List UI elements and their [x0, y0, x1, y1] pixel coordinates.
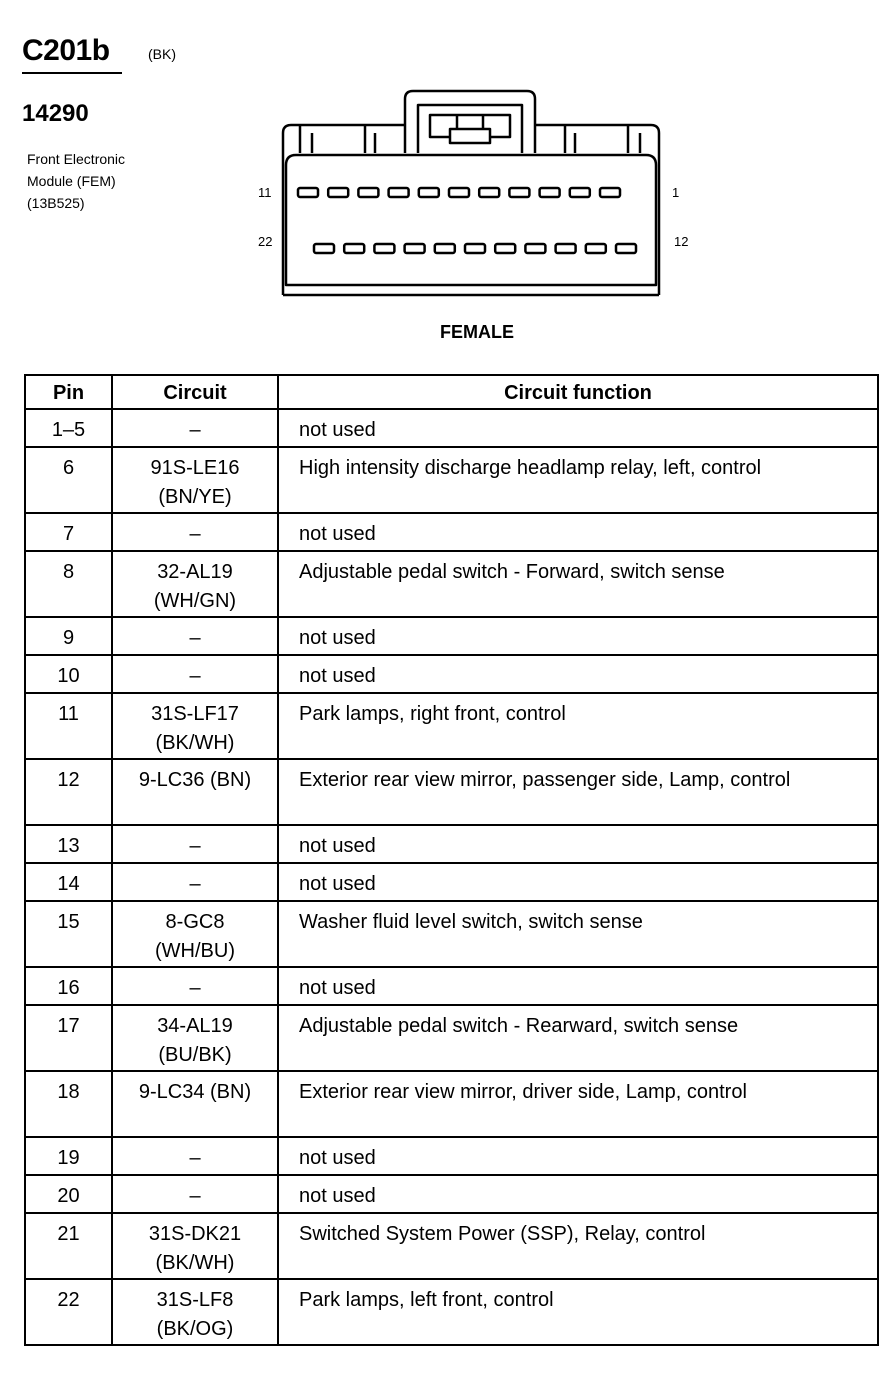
- pin-table: [24, 374, 879, 1346]
- cell-circuit: [112, 1279, 278, 1345]
- pin-cavity: [556, 244, 576, 253]
- cell-pin: 13: [25, 825, 112, 863]
- cell-circuit: [112, 447, 278, 513]
- cell-circuit: [112, 513, 278, 551]
- cell-pin: 14: [25, 863, 112, 901]
- cell-circuit: [112, 1137, 278, 1175]
- pin-cavity: [405, 244, 425, 253]
- cell-circuit-function: not used: [278, 655, 878, 693]
- cell-circuit: [112, 759, 278, 825]
- cell-circuit: [112, 901, 278, 967]
- cell-circuit-function: not used: [278, 409, 878, 447]
- module-desc-line: (13B525): [27, 195, 85, 211]
- pin-cavity: [419, 188, 439, 197]
- pin-cavity: [328, 188, 348, 197]
- cell-circuit: [112, 1005, 278, 1071]
- pin-cavity: [358, 188, 378, 197]
- cell-circuit: [112, 825, 278, 863]
- cell-circuit-function: not used: [278, 617, 878, 655]
- pin-cavity: [570, 188, 590, 197]
- header-pin: Pin: [25, 375, 112, 409]
- table-row: [25, 1137, 878, 1175]
- module-desc-line: Front Electronic: [27, 151, 126, 167]
- pin-cavity: [298, 188, 318, 197]
- cell-circuit-function: Exterior rear view mirror, passenger side, Lamp, control: [278, 759, 878, 825]
- cell-pin: 17: [25, 1005, 112, 1071]
- header-circuit: Circuit: [112, 375, 278, 409]
- circuit-line: 31S-LF17: [151, 703, 239, 725]
- pin-cavity: [344, 244, 364, 253]
- pin-cavity: [389, 188, 409, 197]
- cell-pin: 10: [25, 655, 112, 693]
- cell-pin: 22: [25, 1279, 112, 1345]
- circuit-line: –: [189, 977, 201, 999]
- cell-circuit-function: Adjustable pedal switch - Rearward, switch sense: [278, 1005, 878, 1071]
- cell-circuit-function: Park lamps, right front, control: [278, 693, 878, 759]
- cell-pin: 11: [25, 693, 112, 759]
- header-circuit-function: Circuit function: [278, 375, 878, 409]
- cell-pin: 21: [25, 1213, 112, 1279]
- cell-circuit-function: Washer fluid level switch, switch sense: [278, 901, 878, 967]
- cell-circuit-function: not used: [278, 967, 878, 1005]
- cell-circuit: [112, 409, 278, 447]
- pin-label-bottom-left: 22: [258, 234, 273, 249]
- cell-circuit: [112, 1175, 278, 1213]
- module-description: [27, 148, 125, 214]
- table-row: [25, 1071, 878, 1137]
- pin-cavity: [525, 244, 545, 253]
- connector-id: C201b: [22, 34, 110, 67]
- table-row: [25, 967, 878, 1005]
- table-row: [25, 901, 878, 967]
- circuit-line: (BN/YE): [158, 486, 232, 508]
- cell-circuit: [112, 863, 278, 901]
- connector-face-drawing: [250, 85, 690, 305]
- cell-pin: 9: [25, 617, 112, 655]
- pin-cavity: [479, 188, 499, 197]
- circuit-line: (BU/BK): [158, 1044, 232, 1066]
- cell-circuit: [112, 693, 278, 759]
- pin-cavity: [616, 244, 636, 253]
- pin-cavity: [374, 244, 394, 253]
- table-header-row: [25, 375, 878, 409]
- module-desc-line: Module (FEM): [27, 173, 116, 189]
- cell-circuit-function: Exterior rear view mirror, driver side, Lamp, control: [278, 1071, 878, 1137]
- circuit-line: –: [189, 419, 201, 441]
- connector-color-code: (BK): [148, 46, 176, 62]
- cell-circuit-function: High intensity discharge headlamp relay, left, control: [278, 447, 878, 513]
- circuit-line: 9-LC34 (BN): [138, 1081, 252, 1103]
- circuit-line: –: [189, 1185, 201, 1207]
- circuit-line: 34-AL19: [157, 1015, 233, 1037]
- connector-gender-label: FEMALE: [440, 322, 514, 342]
- pin-cavity: [449, 188, 469, 197]
- circuit-line: 9-LC36 (BN): [138, 769, 252, 791]
- circuit-line: 91S-LE16: [150, 457, 240, 479]
- circuit-line: –: [189, 523, 201, 545]
- pin-cavity: [495, 244, 515, 253]
- circuit-line: –: [189, 627, 201, 649]
- connector-diagram: [250, 85, 690, 310]
- table-row: [25, 551, 878, 617]
- circuit-line: –: [189, 873, 201, 895]
- cell-circuit-function: Park lamps, left front, control: [278, 1279, 878, 1345]
- cell-circuit-function: not used: [278, 825, 878, 863]
- cell-pin: 12: [25, 759, 112, 825]
- circuit-line: 8-GC8: [165, 911, 225, 933]
- cell-circuit-function: not used: [278, 513, 878, 551]
- cell-circuit: [112, 1213, 278, 1279]
- table-row: [25, 617, 878, 655]
- pin-cavity: [435, 244, 455, 253]
- table-row: [25, 693, 878, 759]
- cell-pin: 7: [25, 513, 112, 551]
- cell-circuit: [112, 617, 278, 655]
- table-row: [25, 1175, 878, 1213]
- cell-circuit-function: Adjustable pedal switch - Forward, switch sense: [278, 551, 878, 617]
- cell-pin: 1–5: [25, 409, 112, 447]
- pin-cavity: [600, 188, 620, 197]
- table-row: [25, 655, 878, 693]
- table-row: [25, 409, 878, 447]
- circuit-line: (BK/WH): [155, 732, 235, 754]
- circuit-line: –: [189, 665, 201, 687]
- circuit-line: 32-AL19: [157, 561, 233, 583]
- table-row: [25, 863, 878, 901]
- connector-id-underline: [22, 72, 122, 74]
- pin-cavity: [465, 244, 485, 253]
- cell-circuit-function: not used: [278, 863, 878, 901]
- part-number: 14290: [22, 100, 89, 127]
- cell-circuit: [112, 1071, 278, 1137]
- cell-circuit-function: Switched System Power (SSP), Relay, control: [278, 1213, 878, 1279]
- table-row: [25, 825, 878, 863]
- pin-cavity: [586, 244, 606, 253]
- pin-cavity: [540, 188, 560, 197]
- pin-label-bottom-right: 12: [674, 234, 689, 249]
- circuit-line: –: [189, 1147, 201, 1169]
- cell-circuit: [112, 967, 278, 1005]
- circuit-line: 31S-DK21: [148, 1223, 242, 1245]
- circuit-line: –: [189, 835, 201, 857]
- table-row: [25, 1279, 878, 1345]
- circuit-line: (WH/BU): [155, 940, 235, 962]
- pin-cavity: [314, 244, 334, 253]
- table-row: [25, 759, 878, 825]
- cell-pin: 6: [25, 447, 112, 513]
- cell-circuit-function: not used: [278, 1175, 878, 1213]
- cell-circuit: [112, 655, 278, 693]
- table-row: [25, 447, 878, 513]
- table-row: [25, 1005, 878, 1071]
- pin-label-top-left: 11: [258, 185, 272, 200]
- circuit-line: (BK/WH): [155, 1252, 235, 1274]
- pin-cavity: [509, 188, 529, 197]
- cell-circuit: [112, 551, 278, 617]
- cell-pin: 15: [25, 901, 112, 967]
- circuit-line: (BK/OG): [156, 1318, 234, 1340]
- pin-label-top-right: 1: [672, 185, 680, 200]
- cell-pin: 16: [25, 967, 112, 1005]
- cell-pin: 18: [25, 1071, 112, 1137]
- cell-pin: 8: [25, 551, 112, 617]
- circuit-line: (WH/GN): [153, 590, 237, 612]
- cell-circuit-function: not used: [278, 1137, 878, 1175]
- circuit-line: 31S-LF8: [156, 1289, 234, 1311]
- table-row: [25, 1213, 878, 1279]
- cell-pin: 20: [25, 1175, 112, 1213]
- cell-pin: 19: [25, 1137, 112, 1175]
- table-row: [25, 513, 878, 551]
